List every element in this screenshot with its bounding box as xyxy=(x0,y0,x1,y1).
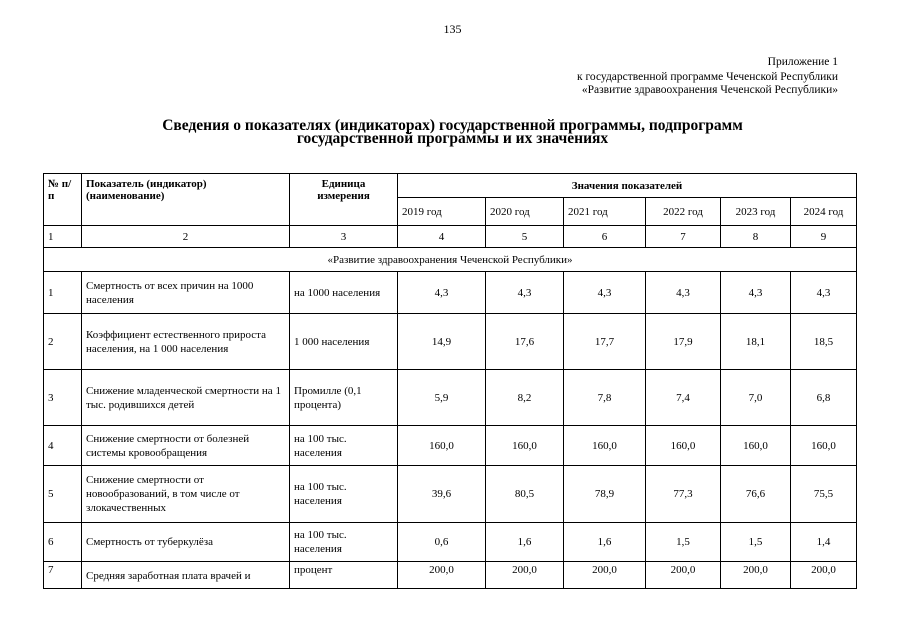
row-value: 75,5 xyxy=(791,466,857,523)
column-number-row xyxy=(44,226,857,248)
row-value: 200,0 xyxy=(721,562,791,589)
row-value: 17,6 xyxy=(486,314,564,370)
row-value: 76,6 xyxy=(721,466,791,523)
table-row xyxy=(44,370,857,426)
row-value: 1,5 xyxy=(646,523,721,562)
row-value: 160,0 xyxy=(646,426,721,466)
row-indicator-name: Смертность от туберкулёза xyxy=(82,523,290,562)
row-value: 200,0 xyxy=(486,562,564,589)
row-num: 1 xyxy=(44,272,82,314)
table-header xyxy=(44,174,857,248)
row-value: 1,6 xyxy=(486,523,564,562)
column-number: 8 xyxy=(721,226,791,248)
row-value: 17,7 xyxy=(564,314,646,370)
header-num: № п/п xyxy=(44,174,82,226)
row-value: 160,0 xyxy=(398,426,486,466)
header-year: 2024 год xyxy=(791,198,857,226)
row-value: 7,4 xyxy=(646,370,721,426)
header-year: 2021 год xyxy=(564,198,646,226)
row-value: 18,5 xyxy=(791,314,857,370)
row-indicator-name: Снижение смертности от новообразований, в том числе от злокачественных xyxy=(82,466,290,523)
row-value: 1,5 xyxy=(721,523,791,562)
row-value: 160,0 xyxy=(791,426,857,466)
row-num: 3 xyxy=(44,370,82,426)
row-value: 77,3 xyxy=(646,466,721,523)
document-title xyxy=(0,119,905,145)
document-title-line-2: государственной программы и их значениях xyxy=(296,130,609,147)
row-value: 1,6 xyxy=(564,523,646,562)
row-value: 14,9 xyxy=(398,314,486,370)
row-unit: на 100 тыс. населения xyxy=(290,426,398,466)
row-value: 160,0 xyxy=(721,426,791,466)
row-num: 7 xyxy=(44,562,82,589)
row-value: 4,3 xyxy=(646,272,721,314)
row-value: 200,0 xyxy=(398,562,486,589)
appendix-program-name: «Развитие здравоохранения Чеченской Республики» xyxy=(581,84,838,96)
column-number: 7 xyxy=(646,226,721,248)
row-value: 4,3 xyxy=(398,272,486,314)
table-row xyxy=(44,272,857,314)
header-unit: Единица измерения xyxy=(290,174,398,226)
column-number: 3 xyxy=(290,226,398,248)
column-number: 1 xyxy=(44,226,82,248)
table-row xyxy=(44,314,857,370)
row-value: 1,4 xyxy=(791,523,857,562)
row-unit: процент xyxy=(290,562,398,589)
table-row xyxy=(44,523,857,562)
row-indicator-name: Снижение младенческой смертности на 1 тыс. родившихся детей xyxy=(82,370,290,426)
table-row xyxy=(44,562,857,589)
row-num: 6 xyxy=(44,523,82,562)
header-year: 2020 год xyxy=(486,198,564,226)
document-title-line-1: Сведения о показателях (индикаторах) государственной программы, подпрограмм xyxy=(162,117,743,134)
table-row xyxy=(44,466,857,523)
row-indicator-name: Средняя заработная плата врачей и xyxy=(82,562,290,589)
header-indicator: Показатель (индикатор) (наименование) xyxy=(82,174,290,226)
row-value: 200,0 xyxy=(564,562,646,589)
row-num: 5 xyxy=(44,466,82,523)
row-value: 0,6 xyxy=(398,523,486,562)
indicators-table xyxy=(43,173,857,589)
row-value: 4,3 xyxy=(791,272,857,314)
row-value: 78,9 xyxy=(564,466,646,523)
header-values-group: Значения показателей xyxy=(398,174,857,198)
row-value: 18,1 xyxy=(721,314,791,370)
column-number: 6 xyxy=(564,226,646,248)
row-value: 160,0 xyxy=(486,426,564,466)
row-value: 4,3 xyxy=(486,272,564,314)
appendix-label: Приложение 1 xyxy=(767,56,838,68)
row-num: 2 xyxy=(44,314,82,370)
page-number: 135 xyxy=(443,22,462,36)
row-unit: на 1000 населения xyxy=(290,272,398,314)
row-unit: Промилле (0,1 процента) xyxy=(290,370,398,426)
column-number: 9 xyxy=(791,226,857,248)
header-year: 2019 год xyxy=(398,198,486,226)
row-value: 7,0 xyxy=(721,370,791,426)
column-number: 2 xyxy=(82,226,290,248)
row-value: 200,0 xyxy=(791,562,857,589)
appendix-program-ref: к государственной программе Чеченской Республики xyxy=(577,71,838,83)
row-value: 4,3 xyxy=(564,272,646,314)
row-value: 6,8 xyxy=(791,370,857,426)
row-value: 160,0 xyxy=(564,426,646,466)
row-value: 5,9 xyxy=(398,370,486,426)
section-title: «Развитие здравоохранения Чеченской Республики» xyxy=(44,248,857,272)
row-indicator-name: Снижение смертности от болезней системы кровообращения xyxy=(82,426,290,466)
row-value: 7,8 xyxy=(564,370,646,426)
row-value: 200,0 xyxy=(646,562,721,589)
row-value: 17,9 xyxy=(646,314,721,370)
row-unit: на 100 тыс. населения xyxy=(290,466,398,523)
row-value: 8,2 xyxy=(486,370,564,426)
table-row xyxy=(44,426,857,466)
column-number: 5 xyxy=(486,226,564,248)
row-indicator-name: Коэффициент естественного прироста населения, на 1 000 населения xyxy=(82,314,290,370)
row-value: 4,3 xyxy=(721,272,791,314)
header-year: 2022 год xyxy=(646,198,721,226)
row-indicator-name: Смертность от всех причин на 1000 населения xyxy=(82,272,290,314)
header-year: 2023 год xyxy=(721,198,791,226)
row-unit: 1 000 населения xyxy=(290,314,398,370)
table-body xyxy=(44,248,857,589)
column-number: 4 xyxy=(398,226,486,248)
row-value: 80,5 xyxy=(486,466,564,523)
section-row xyxy=(44,248,857,272)
row-num: 4 xyxy=(44,426,82,466)
row-unit: на 100 тыс. населения xyxy=(290,523,398,562)
row-value: 39,6 xyxy=(398,466,486,523)
